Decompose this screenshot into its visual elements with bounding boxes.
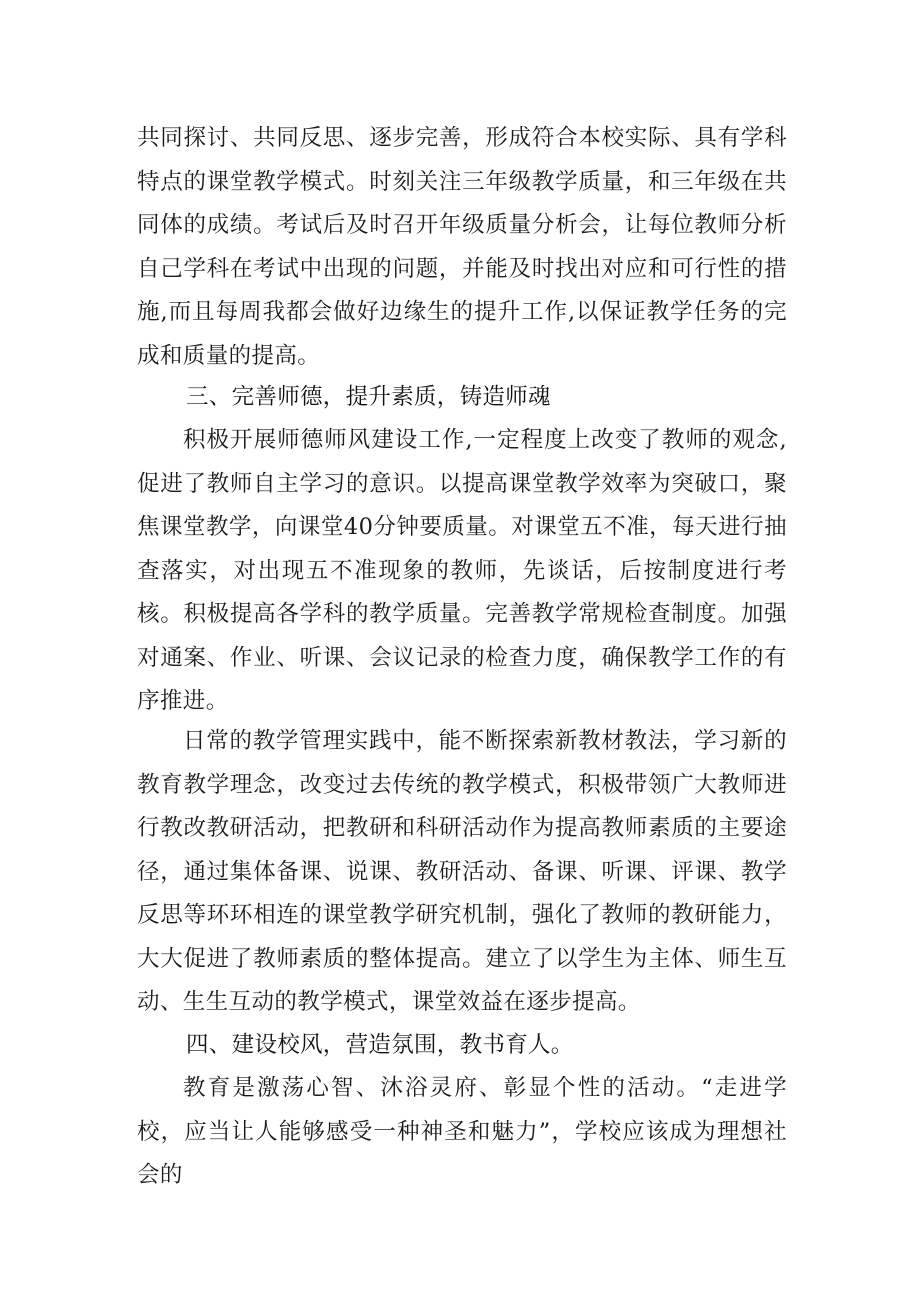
paragraph-teaching-management: 日常的教学管理实践中，能不断探索新教材教法，学习新的教育教学理念，改变过去传统的教学模式，积极带领广大教师进行教改教研活动，把教研和科研活动作为提高教师素质的主要途径，通过集体备课、说课、教研活动、备课、听课、评课、教学反思等环环相连的课堂教学研究机制，强化了教师的教研能力，大大促进了教师素质的整体提高。建立了以学生为主体、师生互动、生生互动的教学模式，课堂效益在逐步提高。: [137, 728, 787, 1015]
paragraph-school-culture: 教育是激荡心智、沐浴灵府、彰显个性的活动。“走进学校，应当让人能够感受一种神圣和魅力”，学校应该成为理想社会的: [137, 1075, 787, 1188]
section-heading-4: 四、建设校风，营造氛围，教书育人。: [186, 1032, 574, 1058]
paragraph-teacher-ethics: 积极开展师德师风建设工作,一定程度上改变了教师的观念,促进了教师自主学习的意识。以提高课堂教学效率为突破口，聚焦课堂教学，向课堂40分钟要质量。对课堂五不准，每天进行抽查落实，对出现五不准现象的教师，先谈话，后按制度进行考核。积极提高各学科的教学质量。完善教学常规检查制度。加强对通案、作业、听课、会议记录的检查力度，确保教学工作的有序推进。: [137, 427, 787, 714]
section-heading-3: 三、完善师德，提升素质，铸造师魂: [186, 384, 551, 410]
paragraph-continuation: 共同探讨、共同反思、逐步完善，形成符合本校实际、具有学科特点的课堂教学模式。时刻关注三年级教学质量，和三年级在共同体的成绩。考试后及时召开年级质量分析会，让每位教师分析自己学科在考试中出现的问题，并能及时找出对应和可行性的措施,而且每周我都会做好边缘生的提升工作,以保证教学任务的完成和质量的提高。: [137, 125, 787, 369]
